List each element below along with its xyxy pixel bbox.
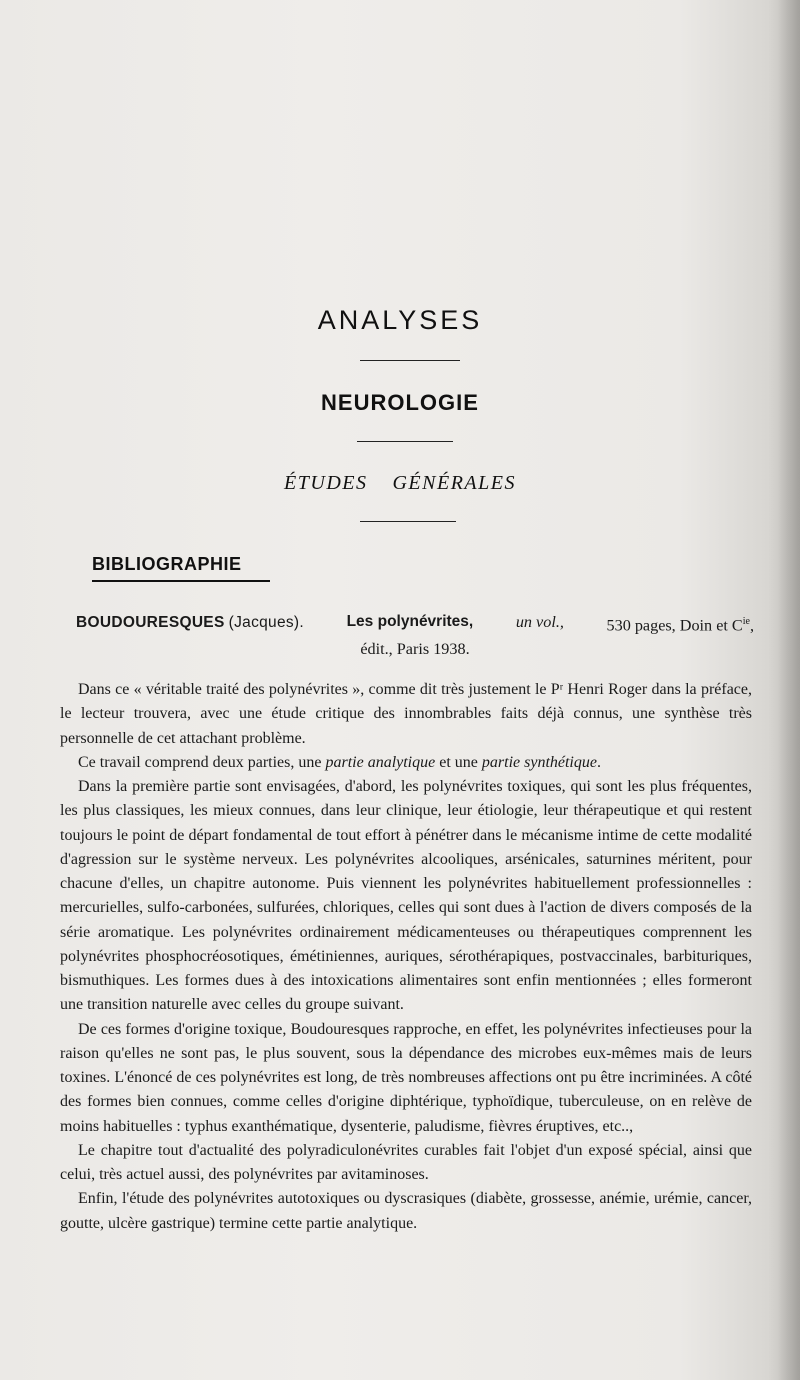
bibliographic-entry [76, 610, 754, 661]
paragraph-text: Ce travail comprend deux parties, une [78, 753, 326, 771]
page-edge-shadow [778, 0, 800, 1380]
paragraph: De ces formes d'origine toxique, Boudouresques rapproche, en effet, les polynévrites infectieuses pour la raison qu'elles ne sont pas, le plus souvent, sous la dépendance des microbes eux-mêmes mais de leurs toxines. L'énoncé de ces polynévrites est long, de très nombreuses affections ont pu être incriminées. A côté des formes bien connues, comme celles d'origine diphtérique, typhoïdique, tuberculeuse, on en relève de moins habituelles : typhus exanthématique, dysenterie, paludisme, fièvres éruptives, etc.., [60, 1020, 752, 1135]
paragraph: Enfin, l'étude des polynévrites autotoxiques ou dyscrasiques (diabète, grossesse, anémie, urémie, cancer, goutte, ulcère gastrique) termine cette partie analytique. [60, 1190, 752, 1232]
divider-rule [360, 521, 456, 522]
section-heading: ANALYSES [317, 305, 483, 335]
review-body [60, 678, 752, 1236]
bibliography-underline [92, 580, 270, 582]
paragraph [60, 751, 752, 775]
paragraph-text: et une [435, 753, 482, 771]
entry-citation-line [76, 610, 754, 637]
publication-comma: , [749, 616, 754, 635]
author-surname: BOUDOURESQUES [76, 614, 225, 631]
category-heading: ÉTUDES GÉNÉRALES [284, 472, 516, 494]
paragraph: Dans la première partie sont envisagées, d'abord, les polynévrites toxiques, qui sont les plus fréquentes, les plus classiques, les mieux connues, dans leur clinique, leur étiologie, leur thérapeutique et qui restent toujours le point de départ fondamental de tout effort à pénétrer dans le mécanisme intime de cette modalité d'agression sur le système nerveux. Les polynévrites alcooliques, arsénicales, saturnines méritent, pour chacune d'elles, un chapitre autonome. Puis viennent les polynévrites habituellement professionnelles : mercurielles, sulfo-carbonées, sulfurées, chloriques, celles qui sont dues à l'action de divers composés de la série aromatique. Les polynévrites ordinairement médicamenteuses ou thérapeutiques comprennent les polynévrites phosphocréosotiques, émétiniennes, auriques, sérothérapiques, postvaccinales, barbituriques, bismuthiques. Les formes dues à des intoxications alimentaires sont enfin mentionnées ; elles formeront une transition naturelle avec celles du groupe suivant. [60, 778, 752, 1014]
volume-note: un vol., [515, 613, 564, 631]
publisher-superscript: ie [742, 616, 750, 627]
book-title: Les polynévrites, [346, 613, 474, 630]
paragraph-text: . [596, 753, 601, 771]
italic-term: partie analytique [325, 753, 436, 771]
italic-term: partie synthétique [481, 753, 597, 771]
publication-pages-publisher: 530 pages, Doin et C [606, 616, 743, 635]
paragraph: Le chapitre tout d'actualité des polyradiculonévrites curables fait l'objet d'un exposé spécial, ainsi que celui, très actuel aussi, des polynévrites par avitaminoses. [60, 1141, 752, 1183]
bibliography-heading: BIBLIOGRAPHIE [92, 554, 242, 574]
entry-edition: édit., Paris 1938. [360, 640, 470, 659]
entry-author [76, 610, 304, 637]
publication-details [607, 610, 755, 637]
paragraph: Dans ce « véritable traité des polynévrites », comme dit très justement le Pʳ Henri Roger dans la préface, le lecteur trouvera, avec une étude critique des innombrables faits déjà connus, une synthèse très personnelle de cet attachant problème. [60, 681, 752, 747]
author-firstname: (Jacques). [228, 614, 305, 631]
divider-rule [360, 360, 460, 361]
divider-rule [357, 441, 453, 442]
subsection-heading: NEUROLOGIE [321, 390, 479, 415]
